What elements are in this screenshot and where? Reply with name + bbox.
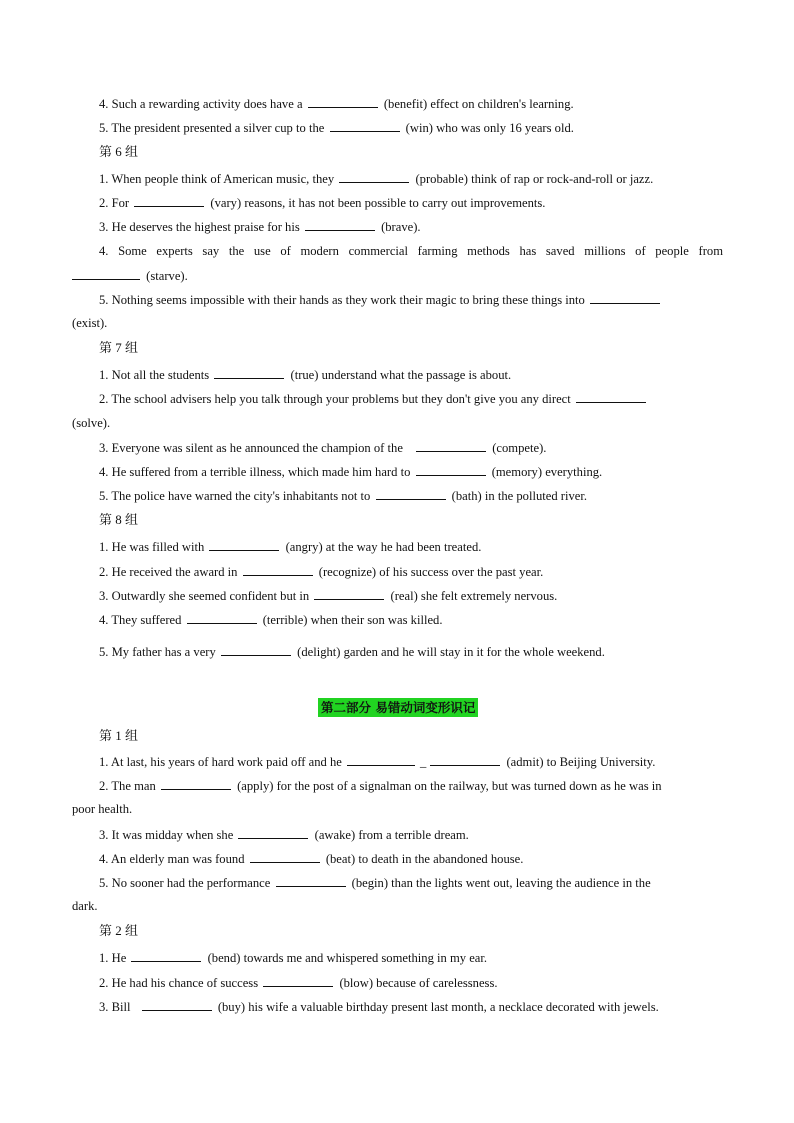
item-hint: (beat) to death in the abandoned house.: [325, 852, 524, 866]
group-title: 第 7 组: [99, 340, 139, 355]
item-text: 3. Bill: [99, 1000, 131, 1014]
item-hint: (blow) because of carelessness.: [339, 976, 498, 990]
item-text: 2. He received the award in: [99, 565, 238, 579]
item-text: 3. It was midday when she: [99, 828, 234, 842]
item-text: 3. Everyone was silent as he announced the champion of the: [99, 441, 403, 455]
item-text: 4. They suffered: [99, 613, 182, 627]
item-hint: (memory) everything.: [491, 465, 603, 479]
group-title: 第 8 组: [99, 512, 139, 527]
exercise-item-continuation: [72, 267, 188, 284]
exercise-item: [99, 218, 421, 235]
answer-blank[interactable]: [131, 949, 201, 962]
item-hint: (solve).: [72, 416, 111, 430]
exercise-item: [99, 366, 511, 383]
exercise-item: [99, 850, 523, 867]
item-hint: (vary) reasons, it has not been possible to carry out improvements.: [210, 196, 546, 210]
answer-blank[interactable]: [238, 826, 308, 839]
answer-blank[interactable]: [430, 753, 500, 766]
exercise-item: [99, 291, 663, 308]
answer-blank[interactable]: [376, 487, 446, 500]
exercise-item-continuation: [72, 315, 107, 331]
answer-blank[interactable]: [214, 366, 284, 379]
item-text: 5. My father has a very: [99, 645, 216, 659]
item-text: 4. He suffered from a terrible illness, which made him hard to: [99, 465, 411, 479]
item-text: 1. He: [99, 951, 127, 965]
exercise-item: [99, 194, 545, 211]
exercise-item: [99, 463, 602, 480]
answer-blank[interactable]: [308, 95, 378, 108]
item-text: 5. The president presented a silver cup to the: [99, 121, 325, 135]
exercise-item: [99, 949, 487, 966]
exercise-item: [99, 826, 469, 843]
item-hint: (apply) for the post of a signalman on the railway, but was turned down as he was in: [237, 779, 662, 793]
exercise-item: [99, 611, 443, 628]
answer-blank[interactable]: [250, 850, 320, 863]
item-text: 4. Some experts say the use of modern commercial farming methods has saved millions of people from: [99, 244, 723, 258]
exercise-item: [99, 243, 723, 259]
item-text: 4. Such a rewarding activity does have a: [99, 97, 303, 111]
group-title: 第 6 组: [99, 144, 139, 159]
item-text: 5. Nothing seems impossible with their hands as they work their magic to bring these things into: [99, 293, 585, 307]
item-text: 1. When people think of American music, they: [99, 172, 335, 186]
answer-blank[interactable]: [221, 643, 291, 656]
exercise-item: [99, 563, 543, 580]
exercise-item: [99, 95, 574, 112]
item-text: 1. At last, his years of hard work paid off and he: [99, 755, 342, 769]
exercise-item: [99, 487, 587, 504]
item-separator: _: [420, 755, 427, 769]
item-hint: (bend) towards me and whispered something in my ear.: [207, 951, 488, 965]
item-hint: (probable) think of rap or rock-and-roll or jazz.: [415, 172, 654, 186]
section-heading: 第二部分 易错动词变形识记: [318, 698, 478, 717]
group-title: 第 2 组: [99, 923, 139, 938]
exercise-item: [99, 874, 651, 891]
exercise-item: [99, 439, 546, 456]
item-text: 5. The police have warned the city's inhabitants not to: [99, 489, 371, 503]
exercise-item: [99, 753, 655, 770]
item-text: 3. He deserves the highest praise for his: [99, 220, 300, 234]
exercise-item: [99, 390, 649, 407]
answer-blank[interactable]: [209, 538, 279, 551]
item-hint: poor health.: [72, 802, 133, 816]
item-hint: (terrible) when their son was killed.: [262, 613, 443, 627]
item-text: 3. Outwardly she seemed confident but in: [99, 589, 310, 603]
item-text: 1. Not all the students: [99, 368, 210, 382]
item-hint: (buy) his wife a valuable birthday present last month, a necklace decorated with jewels.: [217, 1000, 659, 1014]
answer-blank[interactable]: [72, 267, 140, 280]
answer-blank[interactable]: [576, 390, 646, 403]
exercise-item: [99, 777, 662, 794]
item-text: 2. The school advisers help you talk through your problems but they don't give you any direct: [99, 392, 571, 406]
answer-blank[interactable]: [276, 874, 346, 887]
exercise-item: [99, 643, 605, 660]
answer-blank[interactable]: [263, 974, 333, 987]
group-title: 第 1 组: [99, 728, 139, 743]
answer-blank[interactable]: [314, 587, 384, 600]
answer-blank[interactable]: [142, 998, 212, 1011]
item-hint: (compete).: [492, 441, 547, 455]
item-text: 2. The man: [99, 779, 156, 793]
item-text: 5. No sooner had the performance: [99, 876, 271, 890]
answer-blank[interactable]: [416, 439, 486, 452]
item-hint: (recognize) of his success over the past year.: [318, 565, 544, 579]
answer-blank[interactable]: [347, 753, 415, 766]
exercise-item: [99, 119, 574, 136]
exercise-item: [99, 538, 481, 555]
exercise-item: [99, 170, 653, 187]
item-hint: (benefit) effect on children's learning.: [383, 97, 574, 111]
answer-blank[interactable]: [305, 218, 375, 231]
answer-blank[interactable]: [330, 119, 400, 132]
answer-blank[interactable]: [187, 611, 257, 624]
exercise-item-continuation: [72, 415, 110, 431]
answer-blank[interactable]: [339, 170, 409, 183]
item-text: 2. For: [99, 196, 130, 210]
item-hint: (begin) than the lights went out, leaving the audience in the: [351, 876, 651, 890]
item-text: 1. He was filled with: [99, 540, 205, 554]
item-hint: (admit) to Beijing University.: [506, 755, 656, 769]
answer-blank[interactable]: [134, 194, 204, 207]
item-hint: (real) she felt extremely nervous.: [390, 589, 558, 603]
item-hint: (true) understand what the passage is about.: [290, 368, 512, 382]
item-hint: (angry) at the way he had been treated.: [285, 540, 482, 554]
answer-blank[interactable]: [590, 291, 660, 304]
item-hint: (win) who was only 16 years old.: [405, 121, 574, 135]
answer-blank[interactable]: [416, 463, 486, 476]
exercise-item: [99, 974, 498, 991]
answer-blank[interactable]: [243, 563, 313, 576]
exercise-item-continuation: [72, 898, 98, 914]
item-hint: (awake) from a terrible dream.: [314, 828, 469, 842]
exercise-item: [99, 587, 557, 604]
exercise-item-continuation: [72, 801, 132, 817]
item-text: 4. An elderly man was found: [99, 852, 245, 866]
item-hint: (brave).: [381, 220, 421, 234]
item-hint: (exist).: [72, 316, 108, 330]
item-hint: (delight) garden and he will stay in it for the whole weekend.: [297, 645, 605, 659]
item-hint: (starve).: [146, 269, 188, 283]
item-hint: dark.: [72, 899, 98, 913]
item-text: 2. He had his chance of success: [99, 976, 259, 990]
item-hint: (bath) in the polluted river.: [451, 489, 588, 503]
exercise-item: [99, 998, 659, 1015]
answer-blank[interactable]: [161, 777, 231, 790]
